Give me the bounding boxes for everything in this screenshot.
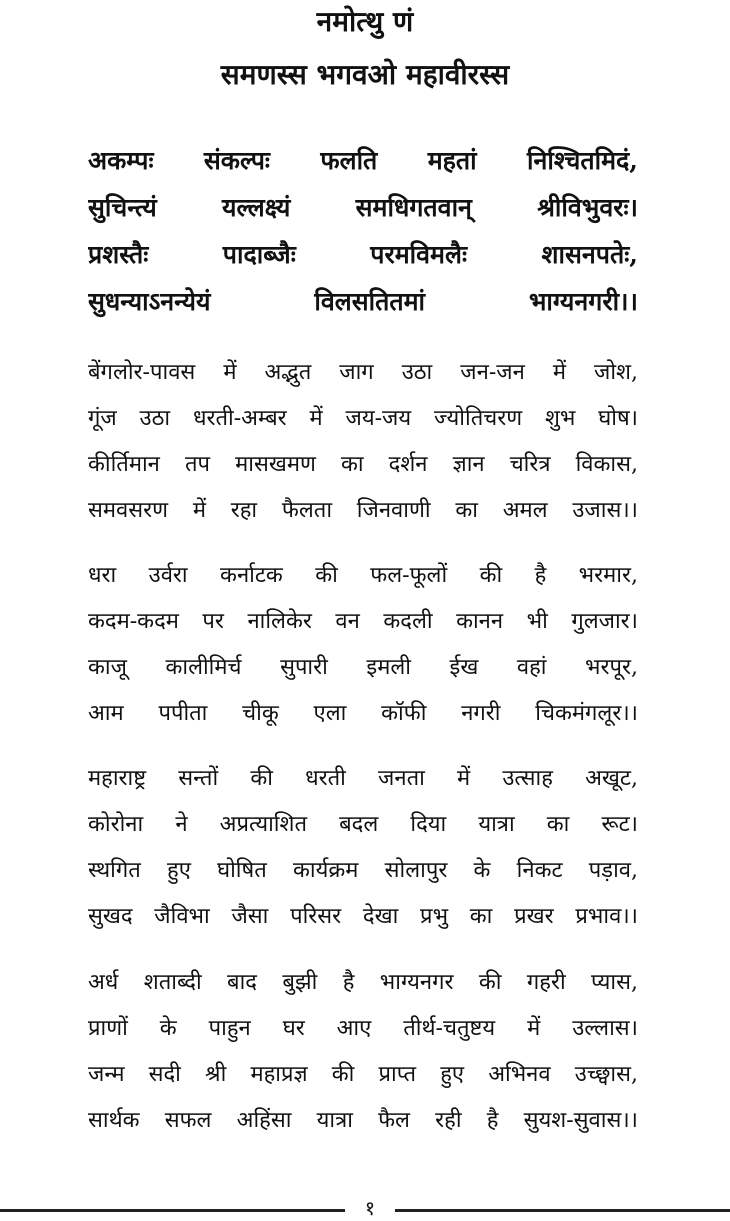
verse-line: सुचिन्त्यं यल्लक्ष्यं समधिगतवान् श्रीविभुवरः। bbox=[88, 193, 638, 222]
verse-line: कोरोना ने अप्रत्याशित बदल दिया यात्रा का रूट। bbox=[88, 812, 638, 837]
verse-line: धरा उर्वरा कर्नाटक की फल-फूलों की है भरमार, bbox=[88, 563, 638, 588]
verse-line: आम पपीता चीकू एला कॉफी नगरी चिकमंगलूर।। bbox=[88, 701, 638, 726]
verse-line: प्रशस्तैः पादाब्जैः परमविमलैः शासनपतेः, bbox=[88, 240, 638, 269]
verse-line: जन्म सदी श्री महाप्रज्ञ की प्राप्त हुए अभिनव उच्छ्वास, bbox=[88, 1062, 638, 1087]
verse-line: अकम्पः संकल्पः फलति महतां निश्चितमिदं, bbox=[88, 146, 638, 175]
verse-line: स्थगित हुए घोषित कार्यक्रम सोलापुर के निकट पड़ाव, bbox=[88, 858, 638, 883]
hindi-stanza-3 bbox=[88, 756, 638, 940]
verse-line: समवसरण में रहा फैलता जिनवाणी का अमल उजास।। bbox=[88, 498, 638, 523]
page-number: १ bbox=[364, 1196, 376, 1220]
verse-line: कीर्तिमान तप मासखमण का दर्शन ज्ञान चरित्र विकास, bbox=[88, 452, 638, 477]
verse-line: कदम-कदम पर नालिकेर वन कदली कानन भी गुलजार। bbox=[88, 609, 638, 634]
verse-line: बेंगलोर-पावस में अद्भुत जाग उठा जन-जन में जोश, bbox=[88, 360, 638, 385]
verse-line: सुखद जैविभा जैसा परिसर देखा प्रभु का प्रखर प्रभाव।। bbox=[88, 904, 638, 929]
verse-line: गूंज उठा धरती-अम्बर में जय-जय ज्योतिचरण शुभ घोष। bbox=[88, 406, 638, 431]
page-footer bbox=[0, 1195, 730, 1221]
verse-line: अर्ध शताब्दी बाद बुझी है भाग्यनगर की गहरी प्यास, bbox=[88, 970, 638, 995]
verse-line: काजू कालीमिर्च सुपारी इमली ईख वहां भरपूर, bbox=[88, 655, 638, 680]
verse-line: सुधन्याऽनन्येयं विलसतितमां भाग्यनगरी।। bbox=[88, 287, 638, 316]
hindi-stanza-4 bbox=[88, 960, 638, 1144]
invocation-heading: नमोत्थु णं bbox=[316, 5, 414, 38]
hindi-stanza-1 bbox=[88, 350, 638, 534]
verse-line: महाराष्ट्र सन्तों की धरती जनता में उत्साह अखूट, bbox=[88, 766, 638, 791]
salutation-heading: समणस्स भगवओ महावीरस्स bbox=[220, 58, 510, 91]
verse-line: प्राणों के पाहुन घर आए तीर्थ-चतुष्टय में उल्लास। bbox=[88, 1016, 638, 1041]
hindi-stanza-2 bbox=[88, 553, 638, 737]
sanskrit-stanza bbox=[88, 137, 638, 325]
footer-rule-right bbox=[395, 1209, 730, 1212]
footer-rule-left bbox=[0, 1209, 345, 1212]
verse-line: सार्थक सफल अहिंसा यात्रा फैल रही है सुयश-सुवास।। bbox=[88, 1108, 638, 1133]
